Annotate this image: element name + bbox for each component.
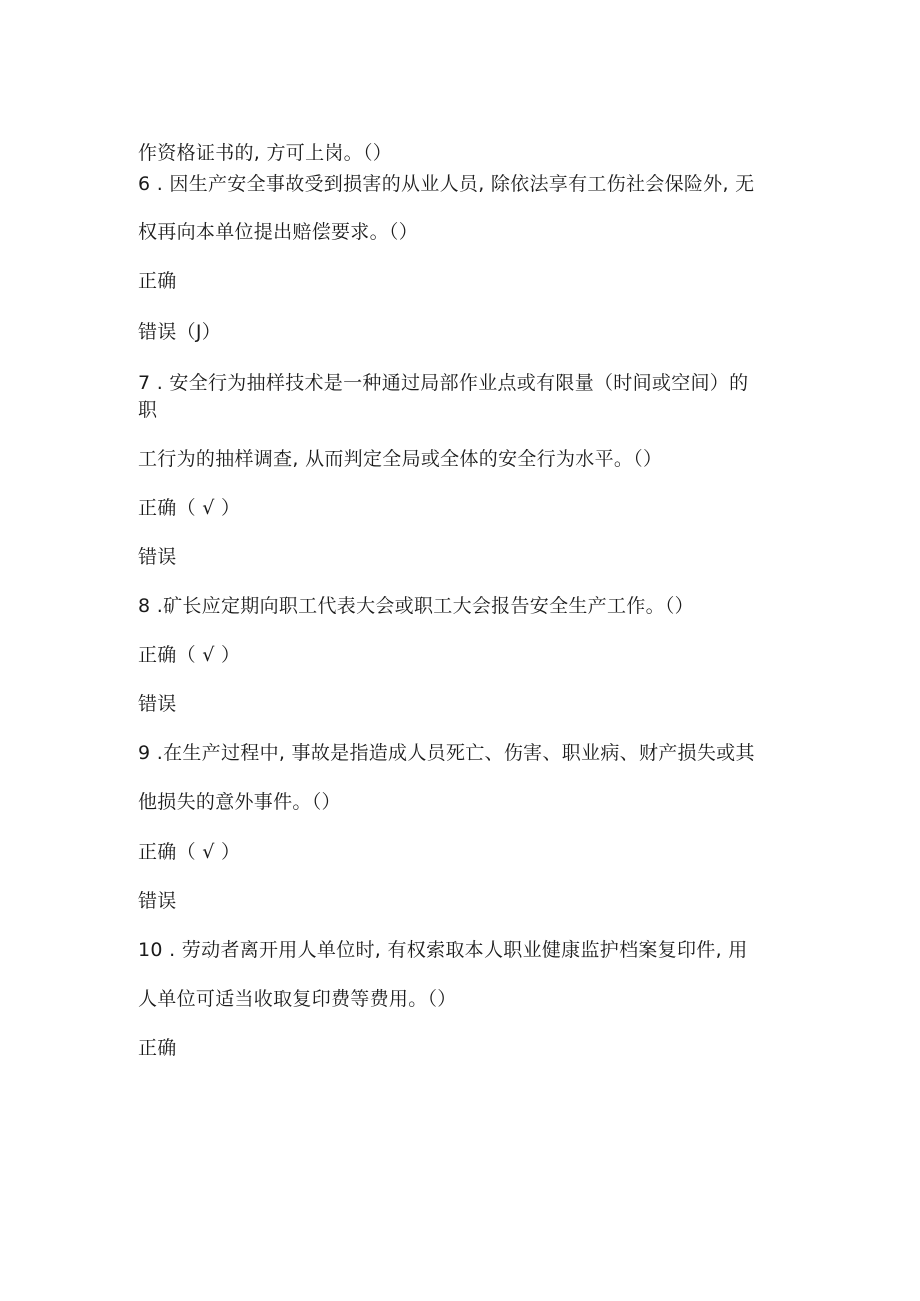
- text-line-q6-continuation: 权再向本单位提出赔偿要求。（）: [138, 221, 419, 243]
- text-line-q6: 6 . 因生产安全事故受到损害的从业人员, 除依法享有工伤社会保险外, 无: [138, 173, 755, 195]
- text-line-q7-continuation: 工行为的抽样调查, 从而判定全局或全体的安全行为水平。（）: [138, 448, 663, 470]
- text-line-q10-continuation: 人单位可适当收取复印费等费用。（）: [138, 988, 457, 1010]
- option-correct-q10: 正确: [138, 1037, 177, 1059]
- option-wrong-q8: 错误: [138, 693, 177, 715]
- option-correct-q6: 正确: [138, 270, 177, 292]
- text-line-q7-wrap: 职: [138, 399, 158, 421]
- text-line-q9-continuation: 他损失的意外事件。（）: [138, 791, 341, 813]
- option-correct-q9: 正确（ √ ）: [138, 841, 241, 863]
- option-correct-q8: 正确（ √ ）: [138, 644, 241, 666]
- option-wrong-q9: 错误: [138, 890, 177, 912]
- text-line-q5-continuation: 作资格证书的, 方可上岗。（）: [138, 142, 393, 164]
- text-line-q10: 10 . 劳动者离开用人单位时, 有权索取本人职业健康监护档案复印件, 用: [138, 939, 748, 961]
- text-line-q9: 9 .在生产过程中, 事故是指造成人员死亡、伤害、职业病、财产损失或其: [138, 742, 755, 764]
- text-line-q7: 7 . 安全行为抽样技术是一种通过局部作业点或有限量（时间或空间）的: [138, 372, 749, 394]
- option-wrong-q6: 错误（J）: [138, 321, 222, 343]
- option-correct-q7: 正确（ √ ）: [138, 497, 241, 519]
- option-wrong-q7: 错误: [138, 546, 177, 568]
- text-line-q8: 8 .矿长应定期向职工代表大会或职工大会报告安全生产工作。（）: [138, 595, 694, 617]
